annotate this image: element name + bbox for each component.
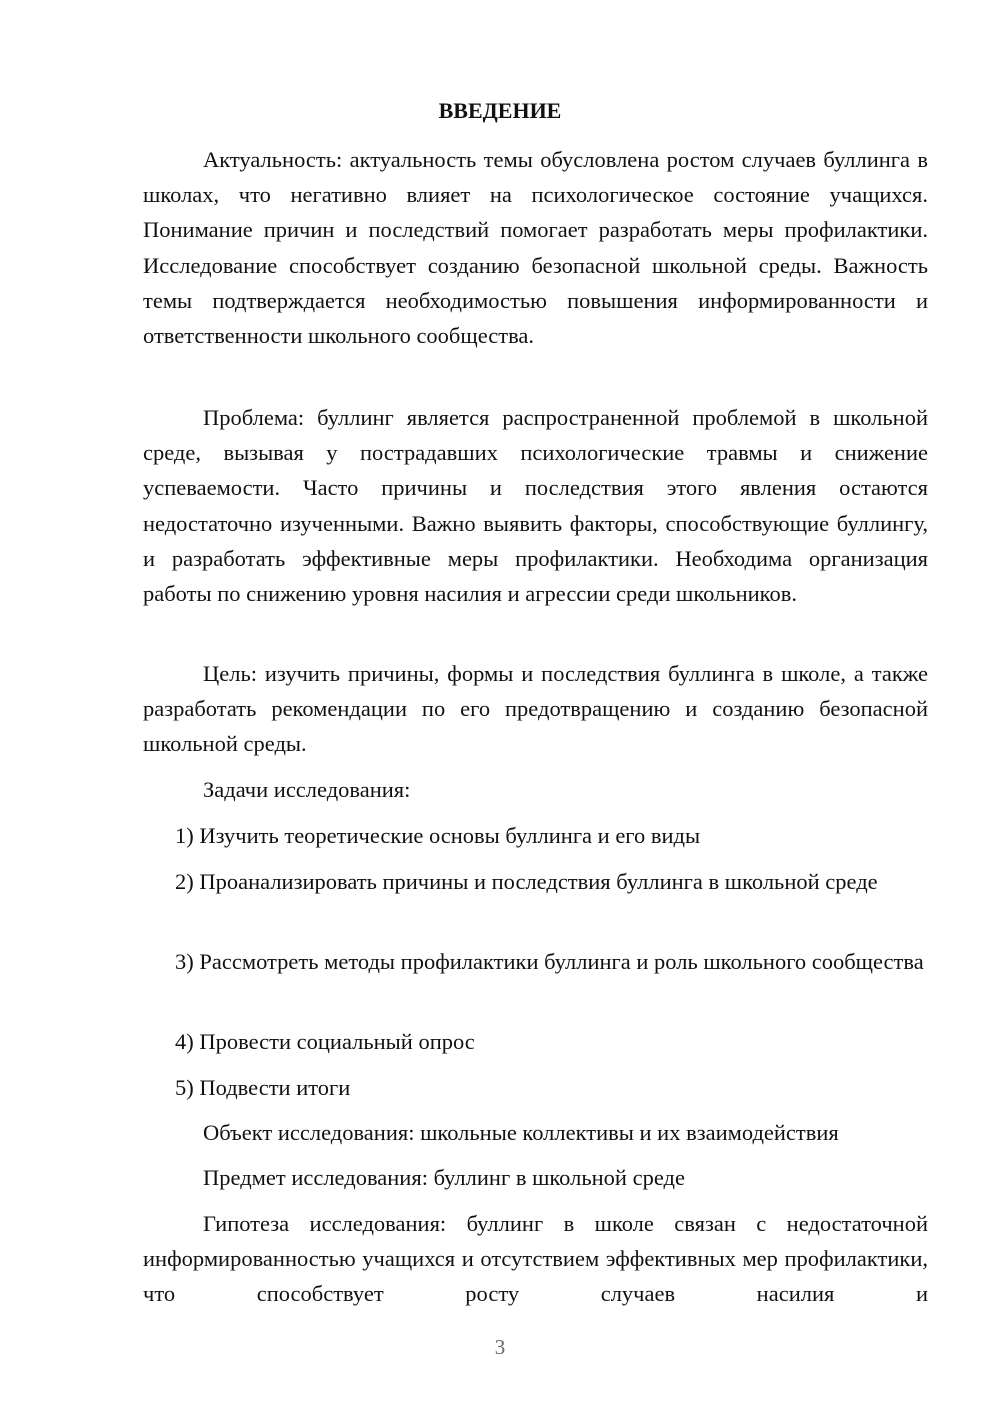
page-title: ВВЕДЕНИЕ — [438, 98, 562, 123]
paragraph-subject: Предмет исследования: буллинг в школьной среде — [203, 1165, 685, 1190]
paragraph-hypothesis: Гипотеза исследования: буллинг в школе связан с недостаточной информированностью учащихся и отсутствием эффективных мер профилактики, что способствует росту случаев насилия и — [143, 1211, 928, 1307]
paragraph-relevance: Актуальность: актуальность темы обусловлена ростом случаев буллинга в школах, что негативно влияет на психологическое состояние учащихся. Понимание причин и последствий помогает разработать меры профилактики. Исследование способствует созданию безопасной школьной среды. Важность темы подтверждается необходимостью повышения информированности и ответственности школьного сообщества. — [143, 147, 928, 349]
task-item-2: 2) Проанализировать причины и последствия буллинга в школьной среде — [175, 869, 878, 894]
task-item-4: 4) Провести социальный опрос — [175, 1029, 475, 1054]
paragraph-problem: Проблема: буллинг является распространенной проблемой в школьной среде, вызывая у пострадавших психологические травмы и снижение успеваемости. Часто причины и последствия этого явления остаются недостаточно изученными. Важно выявить факторы, способствующие буллингу, и разработать эффективные меры профилактики. Необходима организация работы по снижению уровня насилия и агрессии среди школьников. — [143, 405, 928, 607]
task-item-1: 1) Изучить теоретические основы буллинга и его виды — [175, 823, 701, 848]
task-item-5: 5) Подвести итоги — [175, 1075, 351, 1100]
tasks-heading: Задачи исследования: — [203, 777, 411, 802]
paragraph-goal: Цель: изучить причины, формы и последствия буллинга в школе, а также разработать рекомендации по его предотвращению и созданию безопасной школьной среды. — [143, 661, 928, 757]
page-number: 3 — [494, 1335, 506, 1359]
paragraph-object: Объект исследования: школьные коллективы и их взаимодействия — [203, 1120, 839, 1145]
task-item-3: 3) Рассмотреть методы профилактики буллинга и роль школьного сообщества — [175, 949, 924, 974]
